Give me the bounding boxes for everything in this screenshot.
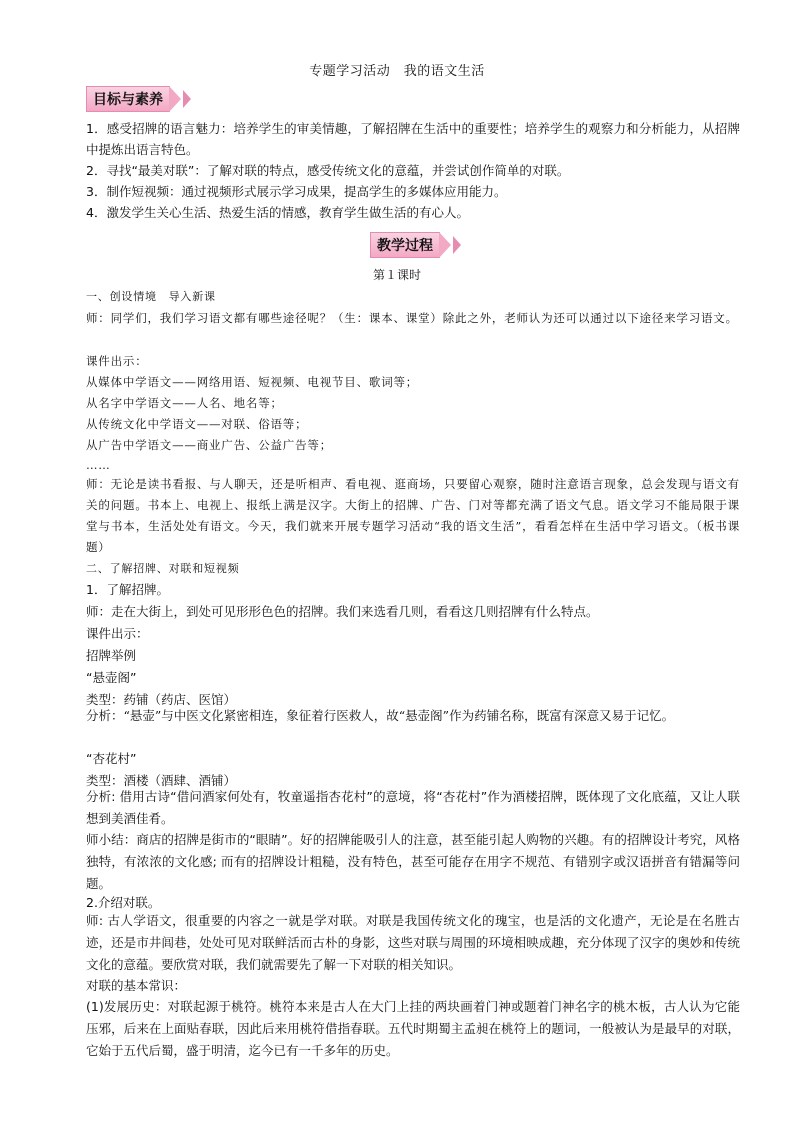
signs-intro: 师：走在大街上，到处可见形形色色的招牌。我们来选看几则，看看这几则招牌有什么特点。 — [86, 604, 599, 619]
lesson-label: 第１课时 — [372, 268, 421, 282]
section-1-heading: 一、创设情境 导入新课 — [86, 290, 216, 303]
section-2-heading: 二、了解招牌、对联和短视频 — [86, 562, 240, 575]
courseware-label: 课件出示： — [86, 354, 148, 368]
section-1-para-2: 师：无论是读书看报、与人聊天，还是听相声、看电视、逛商场，只要留心观察，随时注意语言现象，总会发现与语文有关的问题。书本上、电视上、报纸上满是汉字。大街上的招牌、广告、门对等都充满了语文气息。语文学习不能局限于课堂与书本，生活处处有语文。今天，我们就来开展专题学习活动“我的语文生活”，看看怎样在生活中学习语文。（板书课题） — [86, 477, 740, 554]
banner-arrow-icon — [439, 232, 451, 258]
sign-analysis: 分析：“悬壶”与中医文化紧密相连，象征着行医救人，故“悬壶阁”作为药铺名称，既富有深意又易于记忆。 — [86, 708, 675, 723]
sign-name: “杏花村” — [86, 751, 137, 766]
way-item: 从媒体中学语文——网络用语、短视频、电视节目、歌词等； — [86, 375, 419, 389]
goal-4: 4．激发学生关心生活、热爱生活的情感，教育学生做生活的有心人。 — [86, 205, 469, 220]
subsection-couplets: 2.介绍对联。 — [86, 895, 161, 910]
goals-banner — [86, 86, 191, 112]
process-banner-label: 教学过程 — [370, 232, 440, 258]
goal-3: 3．制作短视频：通过视频形式展示学习成果，提高学生的多媒体应用能力。 — [86, 184, 507, 199]
sign-analysis: 分析: 借用古诗“借问酒家何处有，牧童遥指杏花村”的意境，将“杏花村”作为酒楼招牌，既体现了文化底蕴，又让人联想到美酒佳肴。 — [86, 789, 740, 826]
way-item: 从传统文化中学语文——对联、俗语等； — [86, 417, 308, 431]
way-item: 从名字中学语文——人名、地名等； — [86, 396, 283, 410]
page-title: 专题学习活动 我的语文生活 — [309, 64, 485, 79]
way-item: …… — [86, 458, 111, 472]
goals-banner-label: 目标与素养 — [86, 86, 170, 112]
teacher-summary: 师小结：商店的招牌是街市的“眼睛”。好的招牌能吸引人的注意，甚至能引起人购物的兴趣。有的招牌设计考究，风格独特，有浓浓的文化感; 而有的招牌设计粗糙，没有特色，甚至可能存在用字不规范、有错别字或汉语拼音有错漏等问题。 — [86, 832, 740, 891]
sign-type: 类型：酒楼（酒肆、酒铺） — [86, 773, 237, 788]
couplet-history: (1)发展历史：对联起源于桃符。桃符本来是古人在大门上挂的两块画着门神或题着门神名字的桃木板，古人认为它能压邪，后来在上面贴春联，因此后来用桃符借指春联。五代时期蜀主孟昶在桃符上的题词，一般被认为是最早的对联，它始于五代后蜀，盛于明清，迄今已有一千多年的历史。 — [86, 999, 740, 1058]
couplet-basics-heading: 对联的基本常识： — [86, 978, 187, 993]
sign-name: “悬壶阁” — [86, 670, 137, 685]
process-banner — [370, 232, 461, 258]
banner-arrow-icon — [453, 236, 461, 254]
goal-1-text: 1．感受招牌的语言魅力：培养学生的审美情趣，了解招牌在生活中的重要性；培养学生的观察力和分析能力，从招牌中提炼出语言特色。 — [86, 121, 740, 157]
section-1-para-1: 师：同学们，我们学习语文都有哪些途径呢？（生：课本、课堂）除此之外，老师认为还可以通过以下途径来学习语文。 — [86, 311, 738, 325]
banner-arrow-icon — [183, 90, 191, 108]
way-item: 从广告中学语文——商业广告、公益广告等； — [86, 438, 332, 452]
goal-1 — [86, 118, 740, 160]
courseware-label-2: 课件出示： — [86, 626, 149, 641]
couplets-intro: 师: 古人学语文，很重要的内容之一就是学对联。对联是我国传统文化的瑰宝，也是活的文化遗产，无论是在名胜古迹，还是市井闾巷，处处可见对联鲜活而古朴的身影，这些对联与周围的环境相映成趣，充分体现了汉字的奥妙和传统文化的意蕴。要欣赏对联，我们就需要先了解一下对联的相关知识。 — [86, 913, 740, 972]
sign-example-heading: 招牌举例 — [86, 648, 137, 663]
sign-type: 类型：药铺（药店、医馆） — [86, 692, 237, 707]
subsection-signs: 1．了解招牌。 — [86, 582, 169, 597]
goal-2: 2．寻找“最美对联”：了解对联的特点，感受传统文化的意蕴，并尝试创作简单的对联。 — [86, 163, 570, 178]
banner-arrow-icon — [169, 86, 181, 112]
